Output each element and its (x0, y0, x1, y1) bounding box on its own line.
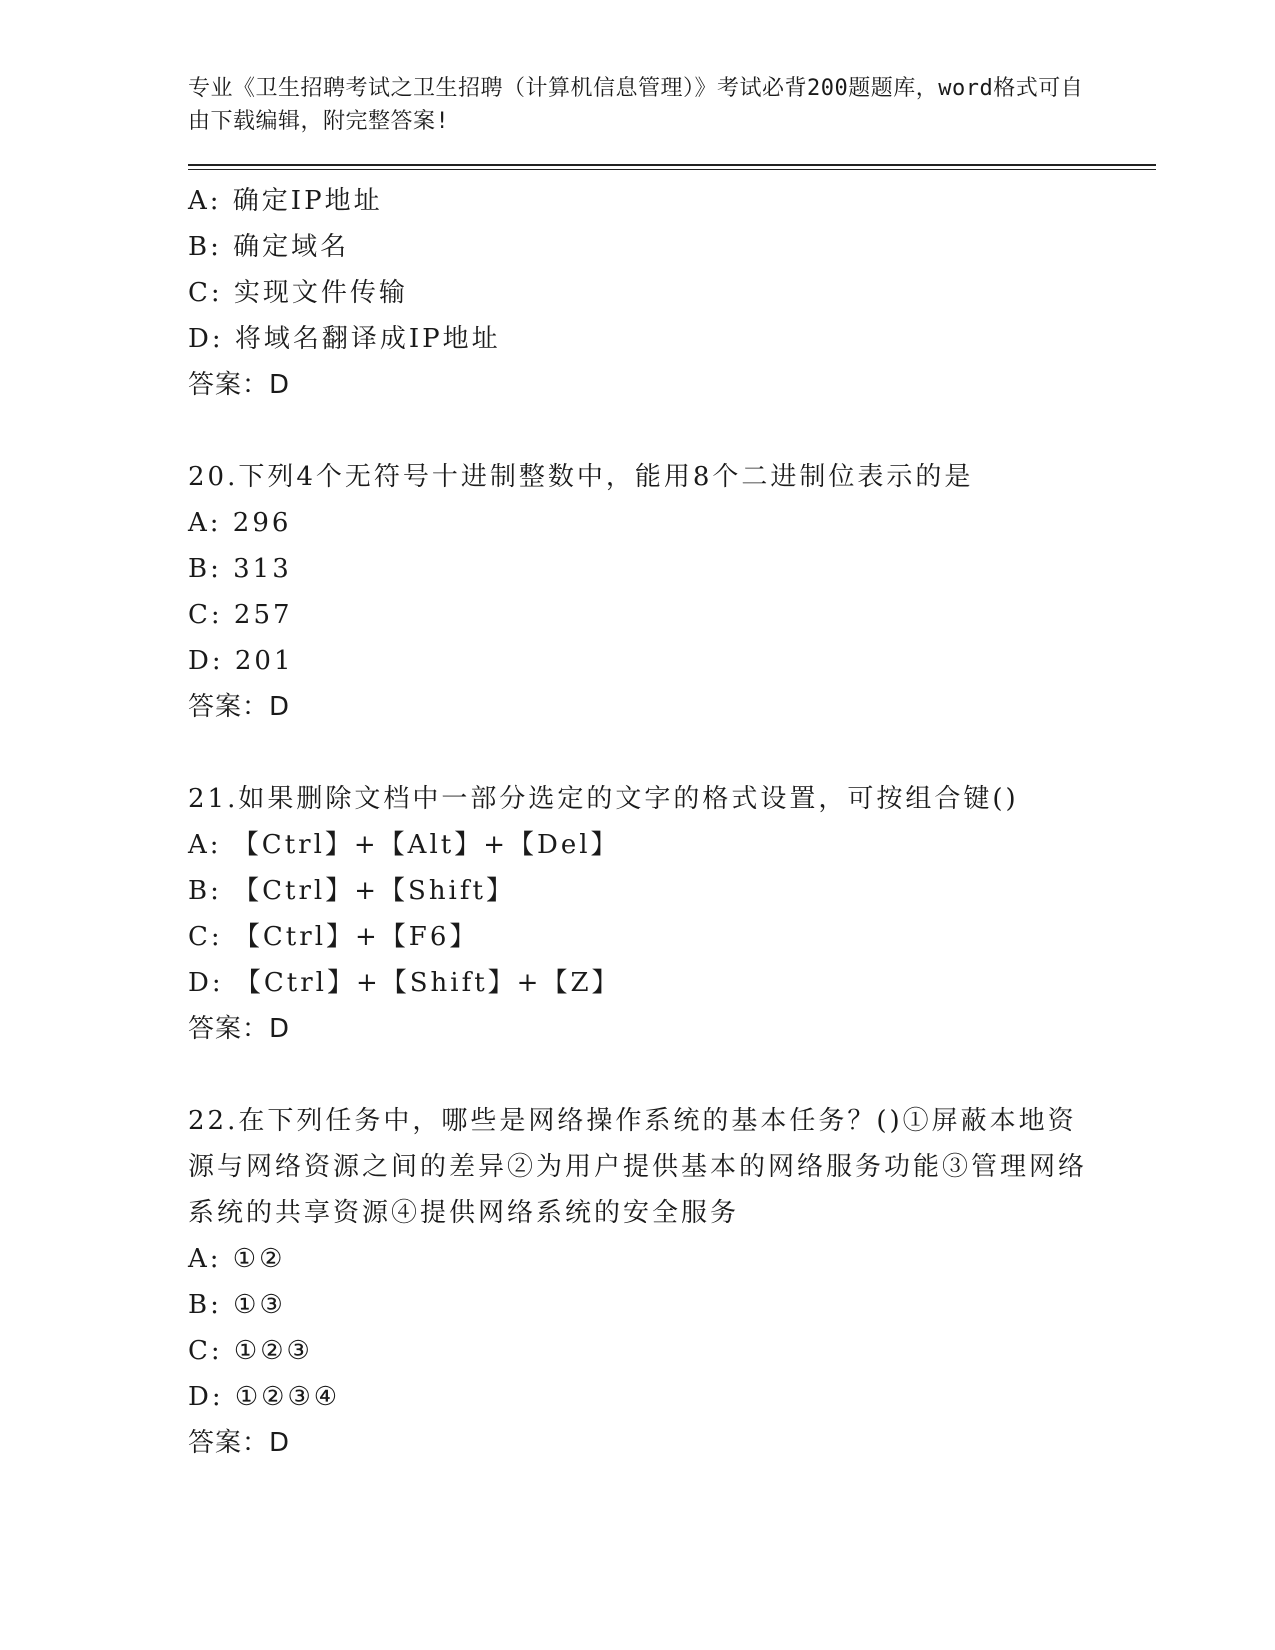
question-text: 21.如果删除文档中一部分选定的文字的格式设置，可按组合键() (188, 784, 1019, 814)
option-b: B: ①③ (188, 1290, 286, 1320)
option-d: D: 【Ctrl】+【Shift】+【Z】 (188, 968, 621, 998)
header-divider (188, 164, 1156, 170)
option-c: C: 257 (188, 600, 293, 630)
answer: 答案：D (188, 692, 291, 722)
question-20 (188, 454, 1156, 730)
question-19 (188, 178, 1156, 408)
option-a: A: 确定IP地址 (188, 186, 383, 216)
option-b: B: 【Ctrl】+【Shift】 (188, 876, 515, 906)
option-a: A: 【Ctrl】+【Alt】+【Del】 (188, 830, 620, 860)
question-text: 20.下列4个无符号十进制整数中，能用8个二进制位表示的是 (188, 462, 974, 492)
answer: 答案：D (188, 370, 291, 400)
option-c: C: 【Ctrl】+【F6】 (188, 922, 479, 952)
answer: 答案：D (188, 1428, 291, 1458)
option-c: C: ①②③ (188, 1336, 313, 1366)
option-d: D: 201 (188, 646, 294, 676)
option-a: A: 296 (188, 508, 292, 538)
document-page (188, 72, 1156, 1466)
option-c: C: 实现文件传输 (188, 278, 408, 308)
option-d: D: ①②③④ (188, 1382, 341, 1412)
option-b: B: 确定域名 (188, 232, 350, 262)
option-d: D: 将域名翻译成IP地址 (188, 324, 501, 354)
question-22 (188, 1098, 1156, 1466)
option-b: B: 313 (188, 554, 292, 584)
answer: 答案：D (188, 1014, 291, 1044)
question-text: 22.在下列任务中，哪些是网络操作系统的基本任务？()①屏蔽本地资源与网络资源之间的差异②为用户提供基本的网络服务功能③管理网络系统的共享资源④提供网络系统的安全服务 (188, 1106, 1088, 1228)
option-a: A: ①② (188, 1244, 286, 1274)
document-header: 专业《卫生招聘考试之卫生招聘（计算机信息管理）》考试必背200题题库，word格式可自由下载编辑，附完整答案! (188, 76, 1084, 134)
question-21 (188, 776, 1156, 1052)
